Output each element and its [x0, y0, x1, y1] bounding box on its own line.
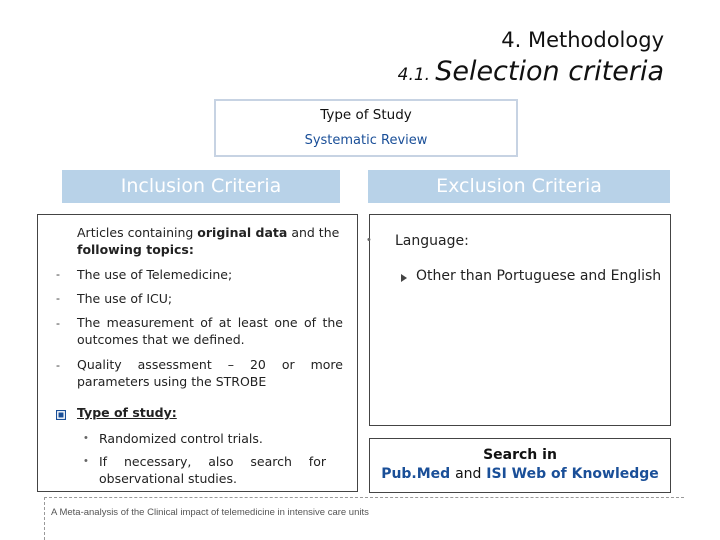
topic-item: [77, 356, 343, 390]
bullet-dot: •: [367, 234, 371, 246]
isi-link: ISI Web of Knowledge: [486, 466, 659, 482]
study-type-line: If necessary, also search for: [99, 454, 326, 469]
arrow-bullet-icon: [400, 270, 408, 280]
pubmed-link: Pub.Med: [381, 466, 451, 482]
subsection-title: [398, 56, 664, 87]
bullet-dot: •: [84, 455, 88, 467]
subsection-number: 4.1.: [397, 65, 431, 85]
topic-line: parameters using the STROBE: [77, 374, 267, 389]
topic-line: The measurement of at least one of the: [77, 315, 343, 330]
intro-text: Articles containing: [77, 225, 198, 240]
exclusion-criteria-header: Exclusion Criteria: [368, 170, 670, 203]
study-type-item: [99, 453, 326, 487]
intro-bold: original data: [197, 225, 288, 240]
dash-bullet: -: [56, 316, 60, 330]
search-databases-box: [369, 438, 671, 493]
topic-item: The use of ICU;: [77, 291, 173, 306]
inclusion-intro: [77, 224, 339, 258]
type-of-study-title: Type of Study: [320, 107, 412, 123]
section-title: 4. Methodology: [501, 28, 664, 52]
search-connector: and: [455, 466, 482, 482]
study-type-item: Randomized control trials.: [99, 431, 263, 446]
exclusion-item: Language:: [395, 233, 469, 249]
intro-text-end: and the: [287, 225, 340, 240]
inclusion-criteria-header: Inclusion Criteria: [62, 170, 340, 203]
dash-bullet: -: [56, 358, 60, 372]
topic-line: outcomes that we defined.: [77, 332, 245, 347]
dash-bullet: -: [56, 291, 60, 305]
dash-bullet: -: [56, 267, 60, 281]
type-of-study-heading: Type of study:: [77, 405, 177, 420]
bullet-dot: •: [84, 432, 88, 444]
intro-line2: following topics:: [77, 242, 194, 257]
study-type-line: observational studies.: [99, 471, 237, 486]
topic-line: Quality assessment – 20 or more: [77, 357, 343, 372]
exclusion-subitem: Other than Portuguese and English: [416, 268, 662, 284]
type-of-study-box: [214, 99, 518, 157]
subsection-text: Selection criteria: [435, 56, 664, 87]
topic-item: The use of Telemedicine;: [77, 267, 233, 282]
checkbox-bullet-icon: [56, 407, 66, 417]
type-of-study-value: Systematic Review: [304, 133, 428, 148]
footer-text: A Meta-analysis of the Clinical impact of telemedicine in intensive care units: [51, 507, 369, 518]
search-databases: [370, 466, 670, 482]
topic-item: [77, 314, 343, 348]
footer-divider: [44, 497, 684, 498]
search-label: Search in: [483, 447, 557, 463]
footer-divider-vertical: [44, 497, 45, 540]
